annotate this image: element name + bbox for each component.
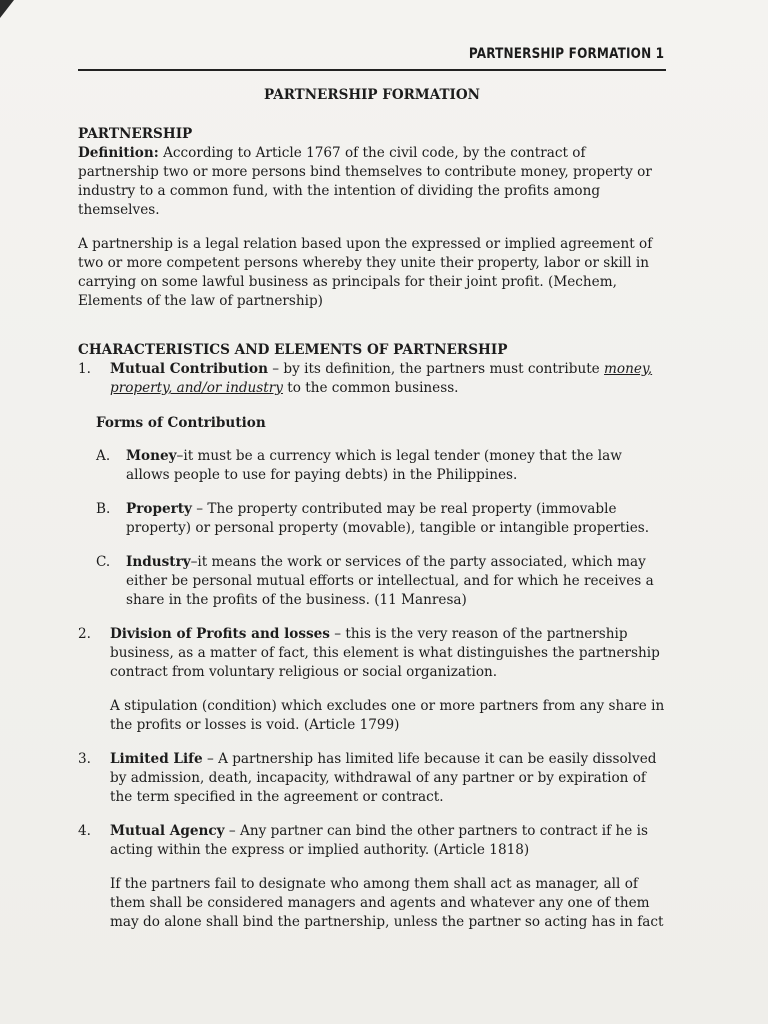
- section-heading-characteristics: CHARACTERISTICS AND ELEMENTS OF PARTNERSHIP: [78, 342, 508, 358]
- item-text: – Any partner can bind the other partners to contract if he is acting within the express or implied authority. (Article 1818): [110, 823, 648, 858]
- item-label: Money: [126, 448, 177, 464]
- list-item-division-of-profits: [78, 625, 666, 682]
- list-item-number: 4.: [78, 823, 91, 839]
- document-body: [78, 86, 666, 932]
- list-item-money: [78, 447, 666, 485]
- item-text: – by its definition, the partners must contribute: [267, 361, 605, 377]
- manager-designation-paragraph: If the partners fail to designate who among them shall act as manager, all of them shall be considered managers and agents and whatever any one of them may do alone shall bind the partnership, unless the partner so acting has in fact: [110, 876, 664, 930]
- list-item-number: 3.: [78, 751, 91, 767]
- item-text: – A partnership has limited life because it can be easily dissolved by admission, death, incapacity, withdrawal of any partner or by expiration of the term specified in the agreement or contract.: [110, 751, 657, 805]
- item-text: –it means the work or services of the party associated, which may either be personal mutual efforts or intellectual, and for which he receives a share in the profits of the business. (11 Manresa): [126, 554, 654, 608]
- scan-corner-mark: [0, 0, 14, 18]
- definition-paragraph: [78, 144, 666, 220]
- item-label: Property: [126, 501, 192, 517]
- list-item-number: 1.: [78, 361, 91, 377]
- list-item-property: [78, 500, 666, 538]
- item-label: Industry: [126, 554, 191, 570]
- item-label: Mutual Contribution: [110, 361, 268, 377]
- header-rule: [78, 69, 666, 71]
- item-text: –it must be a currency which is legal tender (money that the law allows people to use for paying debts) in the Philippines.: [126, 448, 622, 483]
- forms-of-contribution-heading: Forms of Contribution: [96, 415, 266, 431]
- item-text: – The property contributed may be real property (immovable property) or personal property (movable), tangible or intangible properties.: [126, 501, 650, 536]
- definition-label: Definition:: [78, 145, 159, 161]
- list-item-mutual-agency: [78, 822, 666, 860]
- document-title: PARTNERSHIP FORMATION: [264, 87, 480, 103]
- list-item-letter: A.: [96, 448, 111, 464]
- list-item-industry: [78, 553, 666, 610]
- section-heading-partnership: PARTNERSHIP: [78, 126, 193, 142]
- list-item-limited-life: [78, 750, 666, 807]
- underlined-text: money, property, and/or industry: [110, 361, 653, 396]
- legal-relation-paragraph: A partnership is a legal relation based upon the expressed or implied agreement of two or more competent persons whereby they unite their property, labor or skill in carrying on some lawful business as principals for their joint profit. (Mechem, Elements of the law of partnership): [78, 236, 653, 309]
- list-item-mutual-contribution: [78, 360, 666, 398]
- item-label: Limited Life: [110, 751, 203, 767]
- list-item-number: 2.: [78, 626, 91, 642]
- list-item-letter: B.: [96, 501, 111, 517]
- list-item-letter: C.: [96, 554, 111, 570]
- item-label: Division of Profits and losses: [110, 626, 330, 642]
- item-label: Mutual Agency: [110, 823, 225, 839]
- item-text: – this is the very reason of the partnership business, as a matter of fact, this element is what distinguishes the partnership contract from voluntary religious or social organization.: [110, 626, 660, 680]
- definition-text: According to Article 1767 of the civil code, by the contract of partnership two or more persons bind themselves to contribute money, property or industry to a common fund, with the intention of dividing the profits among themselves.: [78, 145, 652, 218]
- item-text-end: to the common business.: [282, 380, 459, 396]
- running-header: PARTNERSHIP FORMATION 1: [468, 46, 664, 62]
- stipulation-paragraph: A stipulation (condition) which excludes one or more partners from any share in the profits or losses is void. (Article 1799): [110, 698, 665, 733]
